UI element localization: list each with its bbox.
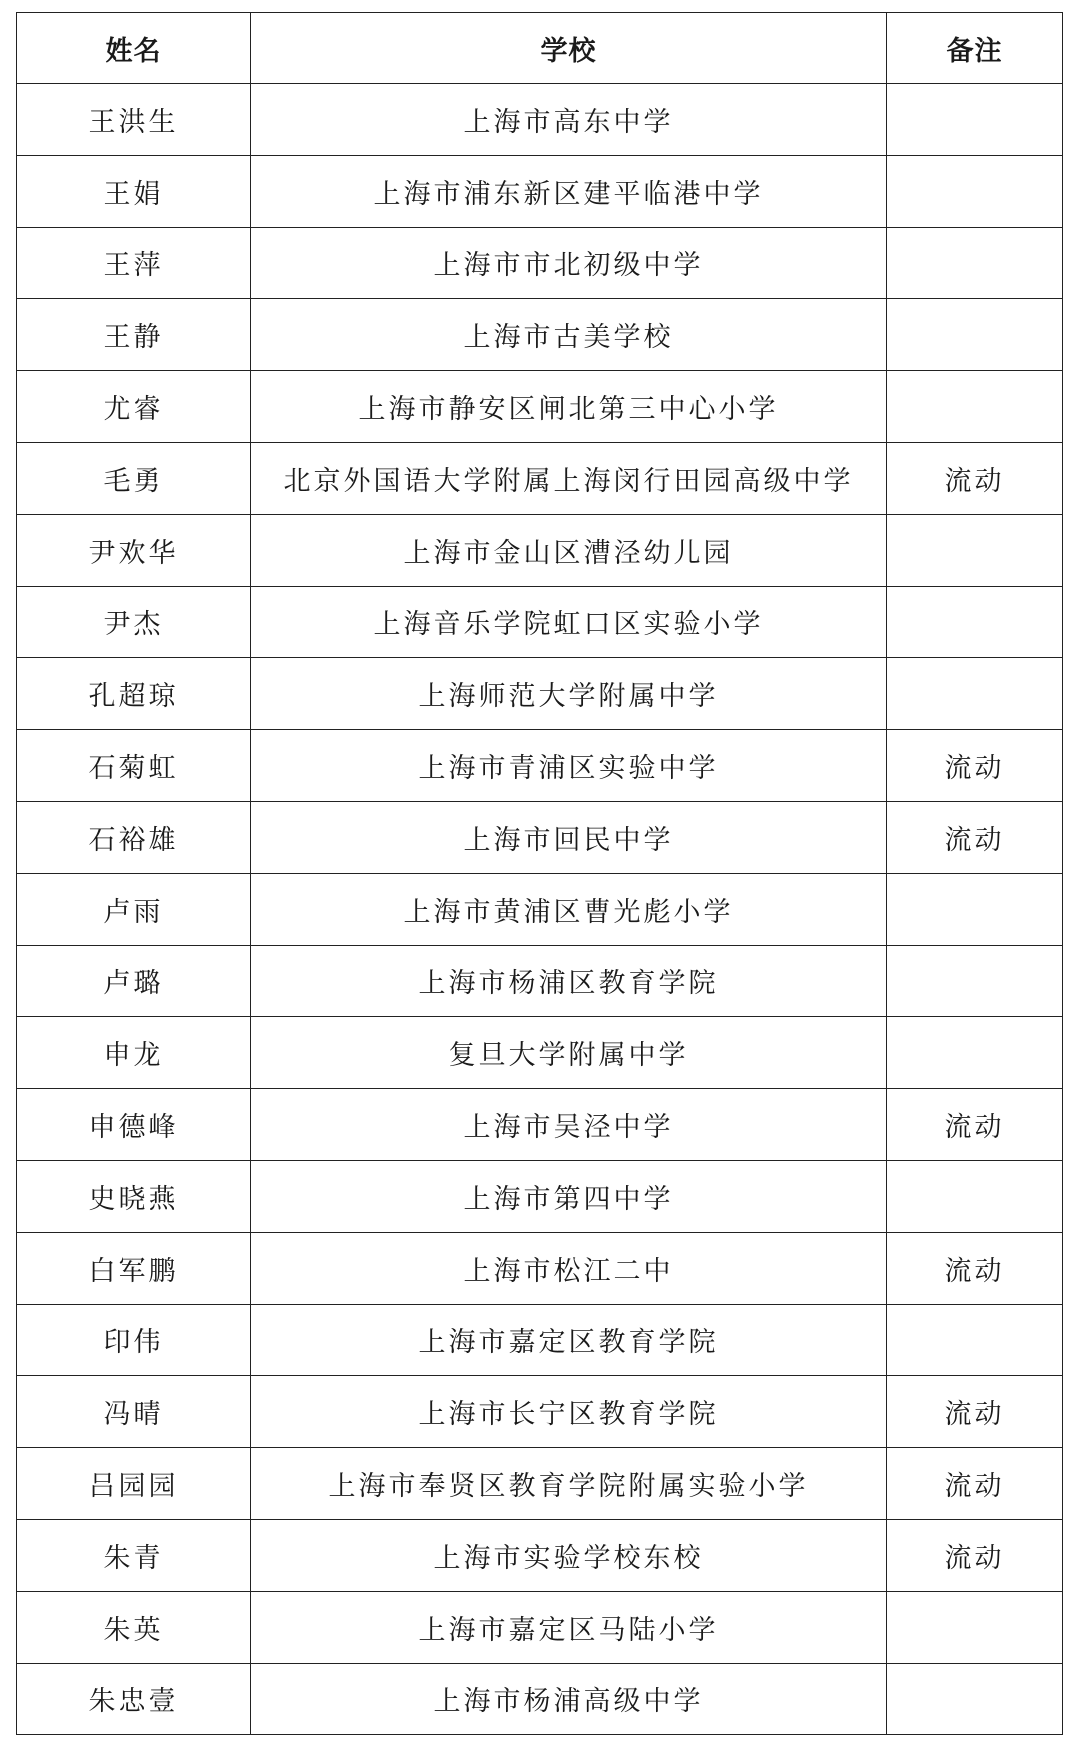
cell-name: 朱英 xyxy=(17,1591,251,1663)
cell-name: 申龙 xyxy=(17,1017,251,1089)
table-row xyxy=(17,227,1063,299)
cell-note: 流动 xyxy=(887,1089,1063,1161)
table-body xyxy=(17,84,1063,1735)
cell-note xyxy=(887,873,1063,945)
table-row xyxy=(17,1017,1063,1089)
cell-name: 孔超琼 xyxy=(17,658,251,730)
cell-note: 流动 xyxy=(887,1448,1063,1520)
table-row xyxy=(17,1448,1063,1520)
cell-school: 上海市黄浦区曹光彪小学 xyxy=(251,873,887,945)
table-header-row xyxy=(17,13,1063,84)
cell-school: 上海市高东中学 xyxy=(251,84,887,156)
cell-school: 上海市奉贤区教育学院附属实验小学 xyxy=(251,1448,887,1520)
cell-name: 石菊虹 xyxy=(17,730,251,802)
cell-school: 上海市浦东新区建平临港中学 xyxy=(251,155,887,227)
table-row xyxy=(17,514,1063,586)
cell-name: 王洪生 xyxy=(17,84,251,156)
cell-school: 上海市杨浦高级中学 xyxy=(251,1663,887,1735)
cell-name: 石裕雄 xyxy=(17,801,251,873)
cell-name: 王萍 xyxy=(17,227,251,299)
cell-note xyxy=(887,299,1063,371)
cell-school: 上海音乐学院虹口区实验小学 xyxy=(251,586,887,658)
column-header-name: 姓名 xyxy=(17,13,251,84)
cell-name: 王娟 xyxy=(17,155,251,227)
table-row xyxy=(17,442,1063,514)
cell-note xyxy=(887,84,1063,156)
cell-school: 上海师范大学附属中学 xyxy=(251,658,887,730)
cell-note xyxy=(887,658,1063,730)
cell-school: 上海市长宁区教育学院 xyxy=(251,1376,887,1448)
cell-note xyxy=(887,155,1063,227)
table-row xyxy=(17,586,1063,658)
cell-name: 毛勇 xyxy=(17,442,251,514)
cell-name: 冯晴 xyxy=(17,1376,251,1448)
cell-note xyxy=(887,1591,1063,1663)
table-row xyxy=(17,1591,1063,1663)
cell-name: 卢雨 xyxy=(17,873,251,945)
table-row xyxy=(17,155,1063,227)
cell-name: 白军鹏 xyxy=(17,1232,251,1304)
cell-school: 上海市实验学校东校 xyxy=(251,1519,887,1591)
cell-school: 上海市市北初级中学 xyxy=(251,227,887,299)
cell-school: 上海市嘉定区马陆小学 xyxy=(251,1591,887,1663)
cell-school: 上海市吴泾中学 xyxy=(251,1089,887,1161)
table-row xyxy=(17,1519,1063,1591)
cell-school: 上海市静安区闸北第三中心小学 xyxy=(251,371,887,443)
cell-school: 上海市嘉定区教育学院 xyxy=(251,1304,887,1376)
table-row xyxy=(17,801,1063,873)
cell-note xyxy=(887,945,1063,1017)
cell-name: 史晓燕 xyxy=(17,1160,251,1232)
cell-note: 流动 xyxy=(887,1232,1063,1304)
cell-note xyxy=(887,514,1063,586)
teacher-list-table-container xyxy=(16,12,1062,1735)
table-row xyxy=(17,1663,1063,1735)
table-row xyxy=(17,1232,1063,1304)
cell-note xyxy=(887,1304,1063,1376)
cell-name: 尹杰 xyxy=(17,586,251,658)
table-row xyxy=(17,299,1063,371)
table-row xyxy=(17,84,1063,156)
column-header-note: 备注 xyxy=(887,13,1063,84)
table-row xyxy=(17,945,1063,1017)
cell-name: 尹欢华 xyxy=(17,514,251,586)
cell-name: 印伟 xyxy=(17,1304,251,1376)
cell-note xyxy=(887,227,1063,299)
table-row xyxy=(17,371,1063,443)
cell-note: 流动 xyxy=(887,801,1063,873)
table-row xyxy=(17,1376,1063,1448)
cell-note: 流动 xyxy=(887,730,1063,802)
cell-name: 尤睿 xyxy=(17,371,251,443)
cell-note: 流动 xyxy=(887,442,1063,514)
cell-note xyxy=(887,1663,1063,1735)
cell-school: 上海市回民中学 xyxy=(251,801,887,873)
cell-note: 流动 xyxy=(887,1519,1063,1591)
cell-school: 上海市青浦区实验中学 xyxy=(251,730,887,802)
cell-note xyxy=(887,1017,1063,1089)
cell-school: 上海市杨浦区教育学院 xyxy=(251,945,887,1017)
column-header-school: 学校 xyxy=(251,13,887,84)
table-row xyxy=(17,1089,1063,1161)
table-row xyxy=(17,873,1063,945)
teacher-list-table xyxy=(16,12,1063,1735)
cell-name: 朱忠壹 xyxy=(17,1663,251,1735)
cell-school: 复旦大学附属中学 xyxy=(251,1017,887,1089)
cell-name: 吕园园 xyxy=(17,1448,251,1520)
cell-note xyxy=(887,586,1063,658)
cell-name: 朱青 xyxy=(17,1519,251,1591)
cell-name: 申德峰 xyxy=(17,1089,251,1161)
table-row xyxy=(17,1304,1063,1376)
cell-school: 上海市第四中学 xyxy=(251,1160,887,1232)
cell-school: 上海市古美学校 xyxy=(251,299,887,371)
cell-name: 王静 xyxy=(17,299,251,371)
table-row xyxy=(17,1160,1063,1232)
cell-school: 上海市松江二中 xyxy=(251,1232,887,1304)
cell-school: 上海市金山区漕泾幼儿园 xyxy=(251,514,887,586)
cell-note xyxy=(887,371,1063,443)
cell-school: 北京外国语大学附属上海闵行田园高级中学 xyxy=(251,442,887,514)
cell-name: 卢璐 xyxy=(17,945,251,1017)
cell-note: 流动 xyxy=(887,1376,1063,1448)
table-row xyxy=(17,730,1063,802)
table-row xyxy=(17,658,1063,730)
cell-note xyxy=(887,1160,1063,1232)
